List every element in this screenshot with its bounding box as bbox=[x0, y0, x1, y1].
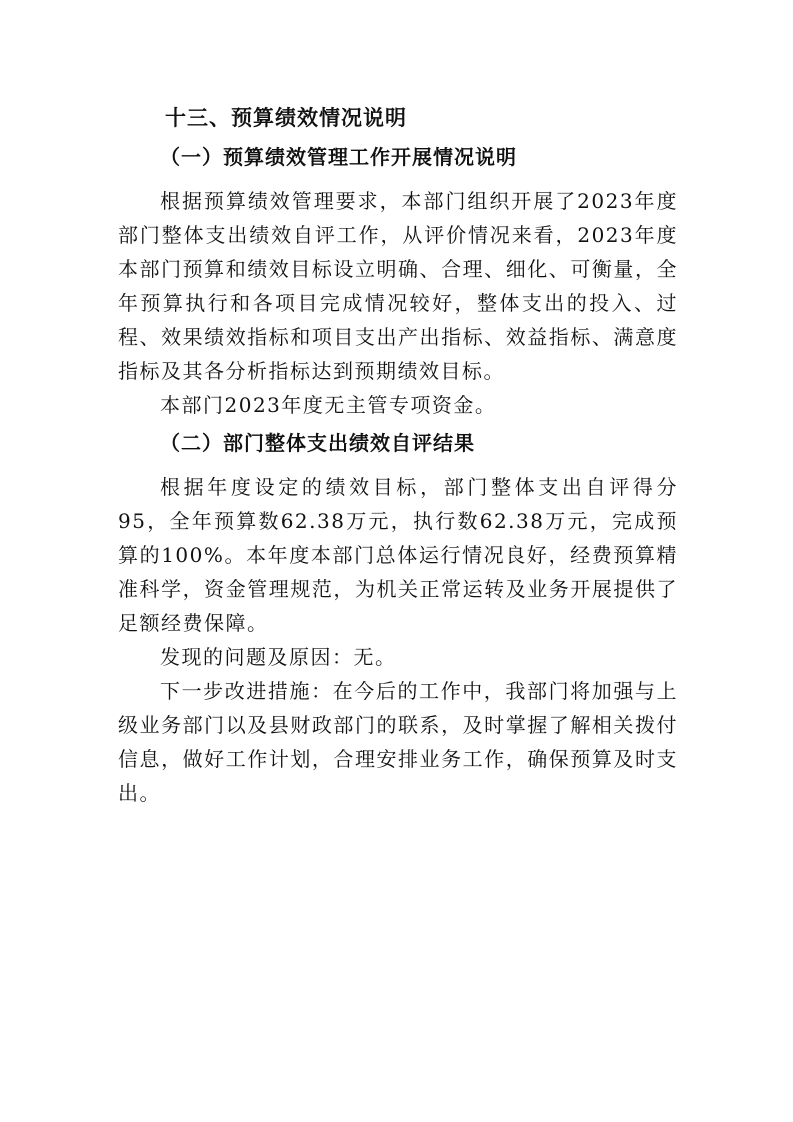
paragraph-self-evaluation: 根据年度设定的绩效目标，部门整体支出自评得分95，全年预算数62.38万元，执行数62.38万元，完成预算的100%。本年度本部门总体运行情况良好，经费预算精准科学，资金管理规范，为机关正常运转及业务开展提供了足额经费保障。 bbox=[118, 475, 678, 635]
paragraph-work-overview: 根据预算绩效管理要求，本部门组织开展了2023年度部门整体支出绩效自评工作，从评价情况来看，2023年度本部门预算和绩效目标设立明确、合理、细化、可衡量，全年预算执行和各项目完成情况较好，整体支出的投入、过程、效果绩效指标和项目支出产出指标、效益指标、满意度指标及其各分析指标达到预期绩效目标。 bbox=[118, 189, 678, 383]
section-title: 十三、预算绩效情况说明 bbox=[165, 106, 407, 130]
subsection-title-2: （二）部门整体支出绩效自评结果 bbox=[160, 431, 475, 455]
document-page bbox=[118, 100, 678, 810]
paragraph-special-funds: 本部门2023年度无主管专项资金。 bbox=[160, 393, 497, 417]
paragraph-improvements: 下一步改进措施：在今后的工作中，我部门将加强与上级业务部门以及县财政部门的联系，及时掌握了解相关拨付信息，做好工作计划，合理安排业务工作，确保预算及时支出。 bbox=[118, 679, 678, 805]
paragraph-problems: 发现的问题及原因：无。 bbox=[160, 645, 397, 669]
subsection-title-1: （一）预算绩效管理工作开展情况说明 bbox=[160, 145, 517, 169]
